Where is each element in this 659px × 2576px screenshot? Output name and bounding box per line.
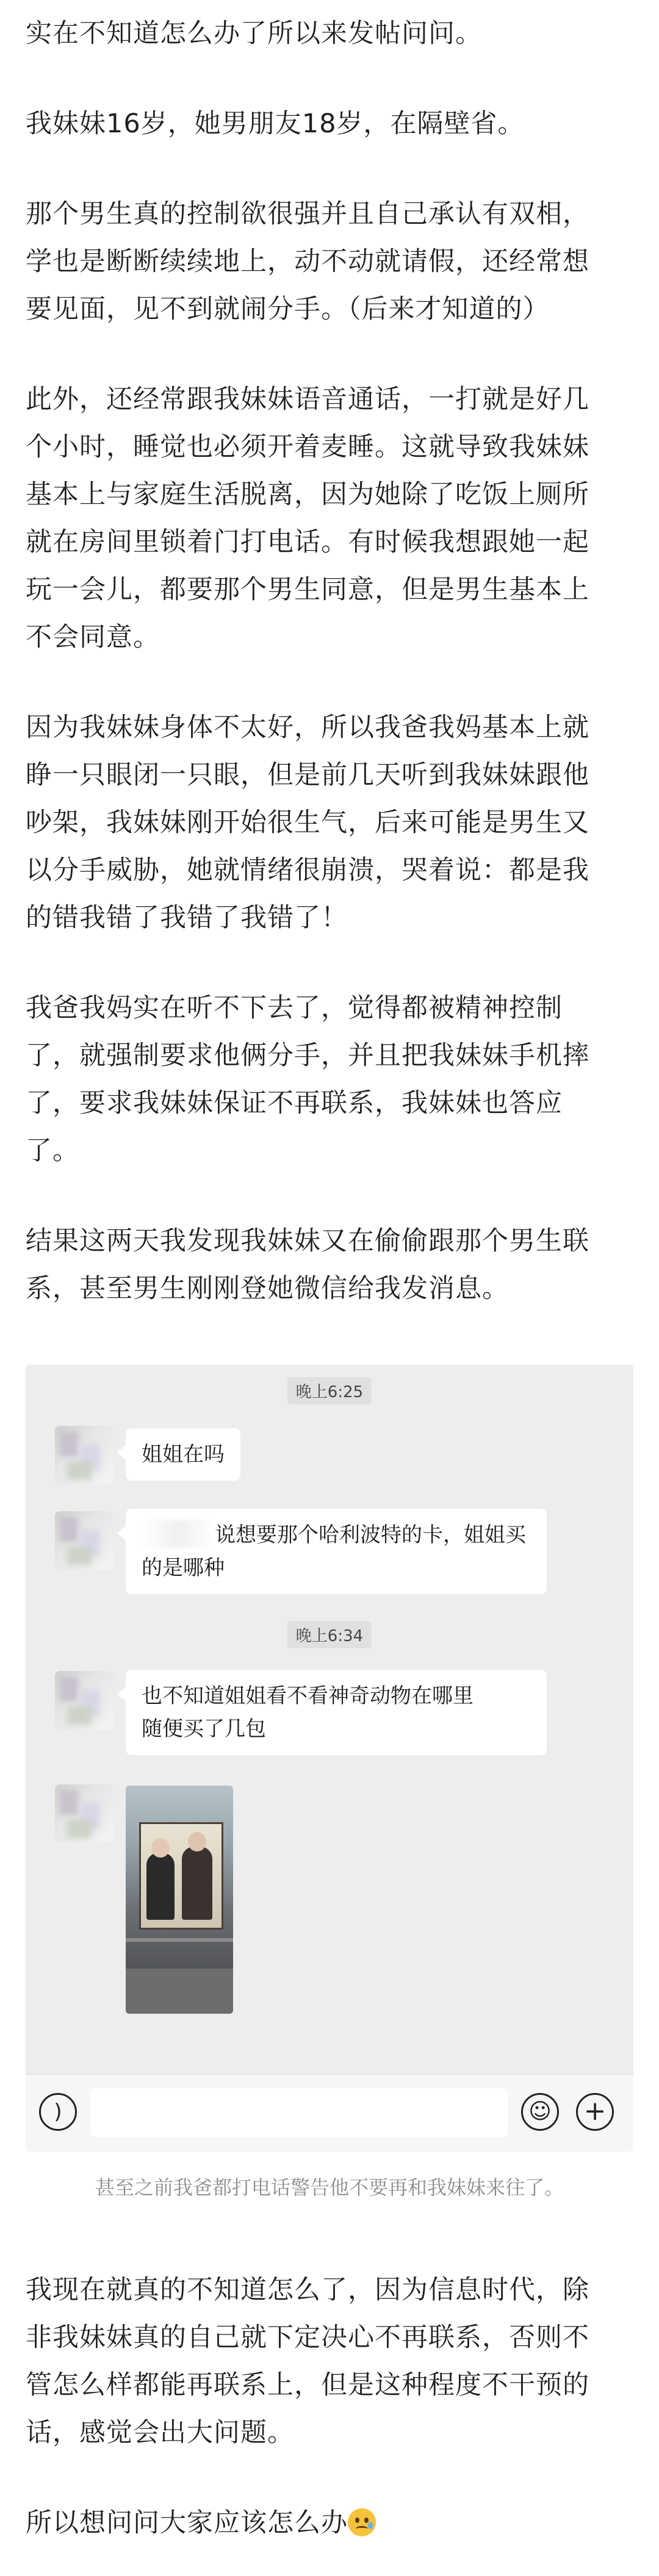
chat-input-bar <box>26 2074 633 2152</box>
contact-avatar[interactable] <box>55 1511 113 1570</box>
post-paragraph-5: 因为我妹妹身体不太好，所以我爸我妈基本上就 睁一只眼闭一只眼，但是前几天听到我妹妹跟他 吵架，我妹妹刚开始很生气，后来可能是男生又 以分手威胁，她就情绪很崩溃，哭着说：都是我 的错我错了我错了我错了！ <box>26 712 589 933</box>
voice-input-icon[interactable]: ) <box>39 2093 77 2131</box>
message-input[interactable] <box>90 2088 508 2137</box>
chat-screenshot <box>26 1365 633 2152</box>
chat-timestamp: 晚上6:34 <box>26 1621 633 1648</box>
post-paragraph-1: 实在不知道怎么办了所以来发帖问问。 <box>26 18 482 49</box>
post-closing: 所以想问问大家应该怎么办 <box>26 2499 633 2547</box>
post-paragraph-2: 我妹妹16岁，她男朋友18岁，在隔壁省。 <box>26 109 525 139</box>
post-paragraph-4: 此外，还经常跟我妹妹语音通话，一打就是好几 个小时，睡觉也必须开着麦睡。这就导致我妹妹 基本上与家庭生活脱离，因为她除了吃饭上厕所 就在房间里锁着门打电话。有时候我想跟她一起 玩一会儿，都要那个男生同意，但是男生基本上 不会同意。 <box>26 384 589 653</box>
chat-timestamp: 晚上6:25 <box>26 1377 633 1404</box>
photo-message[interactable] <box>126 1786 233 2014</box>
post-paragraph-6: 我爸我妈实在听不下去了，觉得都被精神控制 了，就强制要求他俩分手，并且把我妹妹手机摔 了，要求我妹妹保证不再联系，我妹妹也答应 了。 <box>26 993 589 1166</box>
post-paragraph-7: 结果这两天我发现我妹妹又在偷偷跟那个男生联 系，甚至男生刚刚登她微信给我发消息。 <box>26 1226 589 1304</box>
image-caption: 甚至之前我爸都打电话警告他不要再和我妹妹来往了。 <box>95 2176 564 2199</box>
post-paragraph-8: 我现在就真的不知道怎么了，因为信息时代，除 非我妹妹真的自己就下定决心不再联系，否则不 管怎么样都能再联系上，但是这种程度不干预的 话，感觉会出大问题。 <box>26 2275 589 2448</box>
plus-icon[interactable]: + <box>576 2093 614 2131</box>
chat-message-bubble[interactable]: 说想要那个哈利波特的卡，姐姐买 的是哪种 <box>126 1509 547 1594</box>
chat-message-bubble[interactable]: 也不知道姐姐看不看神奇动物在哪里 随便买了几包 <box>126 1670 547 1755</box>
contact-avatar[interactable] <box>55 1671 113 1730</box>
post-paragraph-3: 那个男生真的控制欲很强并且自己承认有双相， 学也是断断续续地上，动不动就请假，还经常想 要见面，见不到就闹分手。（后来才知道的） <box>26 199 589 324</box>
contact-avatar[interactable] <box>55 1426 113 1484</box>
contact-avatar[interactable] <box>55 1784 113 1843</box>
blurred-name-mask <box>142 1520 215 1548</box>
chat-message-area <box>26 1365 633 2074</box>
emoji-icon[interactable]: ☺ <box>521 2093 559 2131</box>
crying-face-emoji-icon <box>348 2508 376 2536</box>
chat-message-bubble[interactable]: 姐姐在吗 <box>126 1428 240 1481</box>
